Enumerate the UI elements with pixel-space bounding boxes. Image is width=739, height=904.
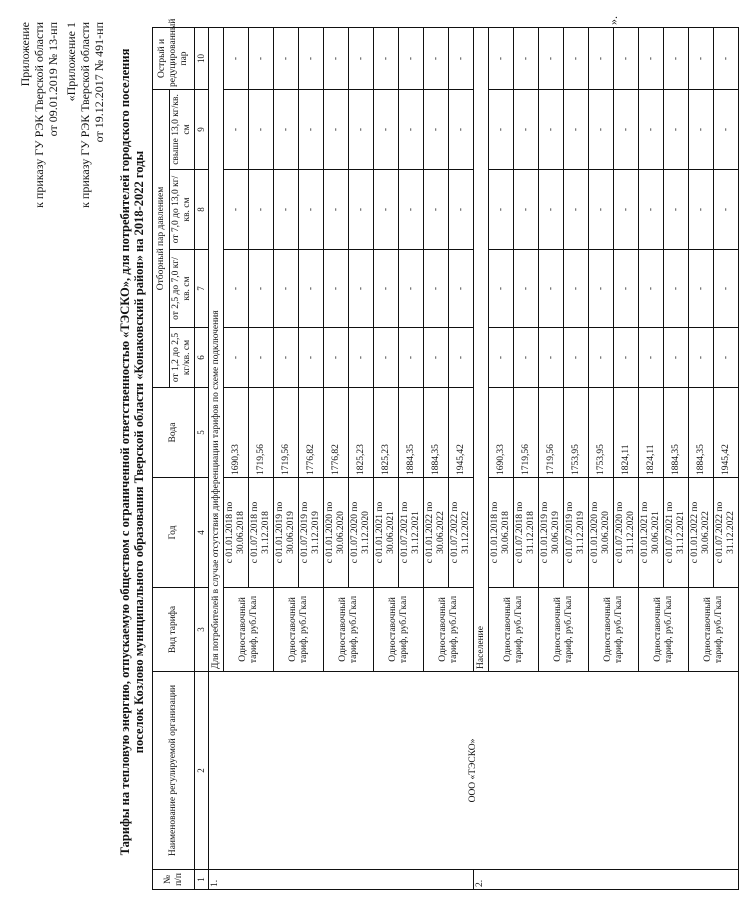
- period-cell: с 01.07.2018 по 31.12.2018: [514, 478, 539, 588]
- period-cell: с 01.07.2019 по 31.12.2019: [299, 478, 324, 588]
- empty-tariff-cell: -: [399, 89, 424, 169]
- empty-tariff-cell: -: [539, 89, 564, 169]
- empty-tariff-cell: -: [539, 170, 564, 250]
- empty-tariff-cell: -: [664, 250, 689, 328]
- water-tariff-cell: 1690,33: [224, 388, 249, 478]
- empty-tariff-cell: -: [399, 27, 424, 89]
- column-number: 5: [195, 388, 209, 478]
- header-number: № п/п: [153, 870, 195, 890]
- table-body: [209, 27, 739, 889]
- empty-tariff-cell: -: [614, 27, 639, 89]
- empty-tariff-cell: -: [274, 27, 299, 89]
- period-cell: с 01.07.2018 по 31.12.2018: [249, 478, 274, 588]
- header-steam-2: от 2,5 до 7,0 кг/кв. см: [170, 250, 195, 328]
- period-cell: с 01.07.2020 по 31.12.2020: [349, 478, 374, 588]
- empty-tariff-cell: -: [489, 328, 514, 388]
- organization-name: ООО «ТЭСКО»: [209, 672, 739, 870]
- empty-tariff-cell: -: [714, 170, 739, 250]
- empty-tariff-cell: -: [664, 27, 689, 89]
- empty-tariff-cell: -: [564, 170, 589, 250]
- appendix-label: Приложение: [18, 22, 32, 87]
- empty-tariff-cell: -: [299, 170, 324, 250]
- empty-tariff-cell: -: [424, 89, 449, 169]
- previous-order-reference: [64, 22, 106, 208]
- header-organization: Наименование регулируемой организации: [153, 672, 195, 870]
- tariff-type: Одноставочный тариф, руб./Гкал: [324, 588, 374, 672]
- empty-tariff-cell: -: [614, 328, 639, 388]
- period-cell: с 01.01.2021 по 30.06.2021: [374, 478, 399, 588]
- period-cell: с 01.07.2022 по 31.12.2022: [449, 478, 474, 588]
- empty-tariff-cell: -: [449, 170, 474, 250]
- water-tariff-cell: 1884,35: [664, 388, 689, 478]
- empty-tariff-cell: -: [349, 328, 374, 388]
- header-water: Вода: [153, 388, 195, 478]
- tariff-type: Одноставочный тариф, руб./Гкал: [589, 588, 639, 672]
- empty-tariff-cell: -: [324, 250, 349, 328]
- empty-tariff-cell: -: [714, 328, 739, 388]
- empty-tariff-cell: -: [274, 170, 299, 250]
- column-number-row: [195, 27, 209, 889]
- empty-tariff-cell: -: [349, 89, 374, 169]
- period-cell: с 01.01.2022 по 30.06.2022: [689, 478, 714, 588]
- column-number: 4: [195, 478, 209, 588]
- empty-tariff-cell: -: [299, 328, 324, 388]
- empty-tariff-cell: -: [299, 27, 324, 89]
- empty-tariff-cell: -: [489, 27, 514, 89]
- empty-tariff-cell: -: [514, 89, 539, 169]
- water-tariff-cell: 1884,35: [424, 388, 449, 478]
- empty-tariff-cell: -: [424, 170, 449, 250]
- tariff-type: Одноставочный тариф, руб./Гкал: [374, 588, 424, 672]
- empty-tariff-cell: -: [564, 250, 589, 328]
- empty-tariff-cell: -: [274, 89, 299, 169]
- empty-tariff-cell: -: [639, 170, 664, 250]
- tariff-table-wrapper: [152, 18, 739, 890]
- period-cell: с 01.01.2020 по 30.06.2020: [324, 478, 349, 588]
- document-title: [118, 40, 146, 864]
- tariff-type: Одноставочный тариф, руб./Гкал: [274, 588, 324, 672]
- empty-tariff-cell: -: [249, 27, 274, 89]
- empty-tariff-cell: -: [689, 170, 714, 250]
- period-cell: с 01.01.2018 по 30.06.2018: [224, 478, 249, 588]
- header-steam-3: от 7,0 до 13,0 кг/кв. см: [170, 170, 195, 250]
- column-number: 7: [195, 250, 209, 328]
- empty-tariff-cell: -: [514, 328, 539, 388]
- closing-quote: ».: [606, 16, 620, 25]
- water-tariff-cell: 1945,42: [714, 388, 739, 478]
- empty-tariff-cell: -: [224, 250, 249, 328]
- column-number: 1: [195, 870, 209, 890]
- water-tariff-cell: 1824,11: [614, 388, 639, 478]
- title-line-1: Тарифы на тепловую энергию, отпускаемую обществом с ограниченной ответственностью «ТЭСКО», для потребителей городского поселения: [118, 48, 132, 856]
- empty-tariff-cell: -: [224, 27, 249, 89]
- empty-tariff-cell: -: [539, 328, 564, 388]
- water-tariff-cell: 1884,35: [689, 388, 714, 478]
- empty-tariff-cell: -: [639, 27, 664, 89]
- empty-tariff-cell: -: [539, 27, 564, 89]
- empty-tariff-cell: -: [374, 89, 399, 169]
- empty-tariff-cell: -: [689, 328, 714, 388]
- period-cell: с 01.01.2019 по 30.06.2019: [274, 478, 299, 588]
- empty-tariff-cell: -: [614, 89, 639, 169]
- column-number: 9: [195, 89, 209, 169]
- empty-tariff-cell: -: [224, 89, 249, 169]
- empty-tariff-cell: -: [399, 250, 424, 328]
- water-tariff-cell: 1776,82: [299, 388, 324, 478]
- water-tariff-cell: 1719,56: [539, 388, 564, 478]
- tariff-type: Одноставочный тариф, руб./Гкал: [539, 588, 589, 672]
- empty-tariff-cell: -: [324, 27, 349, 89]
- section-number: 2.: [474, 870, 739, 890]
- prev-appendix-label: «Приложение 1: [64, 22, 78, 102]
- empty-tariff-cell: -: [589, 250, 614, 328]
- empty-tariff-cell: -: [589, 89, 614, 169]
- header-year: Год: [153, 478, 195, 588]
- period-cell: с 01.01.2022 по 30.06.2022: [424, 478, 449, 588]
- empty-tariff-cell: -: [514, 27, 539, 89]
- tariff-type: Одноставочный тариф, руб./Гкал: [689, 588, 739, 672]
- tariff-type: Одноставочный тариф, руб./Гкал: [424, 588, 474, 672]
- column-number: 6: [195, 328, 209, 388]
- empty-tariff-cell: -: [639, 328, 664, 388]
- period-cell: с 01.07.2019 по 31.12.2019: [564, 478, 589, 588]
- empty-tariff-cell: -: [249, 170, 274, 250]
- empty-tariff-cell: -: [399, 328, 424, 388]
- empty-tariff-cell: -: [324, 328, 349, 388]
- empty-tariff-cell: -: [664, 328, 689, 388]
- empty-tariff-cell: -: [299, 89, 324, 169]
- empty-tariff-cell: -: [564, 27, 589, 89]
- empty-tariff-cell: -: [514, 250, 539, 328]
- empty-tariff-cell: -: [589, 328, 614, 388]
- tariff-type: Одноставочный тариф, руб./Гкал: [639, 588, 689, 672]
- empty-tariff-cell: -: [424, 250, 449, 328]
- empty-tariff-cell: -: [589, 170, 614, 250]
- header-steam-4: свыше 13,0 кг/кв. см: [170, 89, 195, 169]
- empty-tariff-cell: -: [349, 27, 374, 89]
- empty-tariff-cell: -: [374, 250, 399, 328]
- empty-tariff-cell: -: [349, 170, 374, 250]
- period-cell: с 01.01.2021 по 30.06.2021: [639, 478, 664, 588]
- column-number: 8: [195, 170, 209, 250]
- water-tariff-cell: 1884,35: [399, 388, 424, 478]
- empty-tariff-cell: -: [299, 250, 324, 328]
- header-sharp-steam: Острый и редуцированный пар: [153, 27, 195, 89]
- empty-tariff-cell: -: [664, 170, 689, 250]
- period-cell: с 01.01.2018 по 30.06.2018: [489, 478, 514, 588]
- period-cell: с 01.07.2022 по 31.12.2022: [714, 478, 739, 588]
- empty-tariff-cell: -: [614, 170, 639, 250]
- order-line: к приказу ГУ РЭК Тверской области: [32, 22, 46, 208]
- empty-tariff-cell: -: [539, 250, 564, 328]
- empty-tariff-cell: -: [224, 170, 249, 250]
- water-tariff-cell: 1825,23: [349, 388, 374, 478]
- column-number: 2: [195, 672, 209, 870]
- water-tariff-cell: 1825,23: [374, 388, 399, 478]
- tariff-type: Одноставочный тариф, руб./Гкал: [224, 588, 274, 672]
- period-cell: с 01.07.2020 по 31.12.2020: [614, 478, 639, 588]
- prev-order-date-line: от 19.12.2017 № 491-нп: [92, 22, 106, 143]
- tariff-type: Одноставочный тариф, руб./Гкал: [489, 588, 539, 672]
- column-number: 10: [195, 27, 209, 89]
- empty-tariff-cell: -: [589, 27, 614, 89]
- empty-tariff-cell: -: [449, 27, 474, 89]
- section-row: [209, 27, 224, 889]
- empty-tariff-cell: -: [249, 328, 274, 388]
- empty-tariff-cell: -: [374, 170, 399, 250]
- empty-tariff-cell: -: [274, 250, 299, 328]
- column-number: 3: [195, 588, 209, 672]
- empty-tariff-cell: -: [449, 250, 474, 328]
- water-tariff-cell: 1945,42: [449, 388, 474, 478]
- water-tariff-cell: 1776,82: [324, 388, 349, 478]
- water-tariff-cell: 1719,56: [514, 388, 539, 478]
- header-steam-group: Отборный пар давлением: [153, 89, 170, 387]
- empty-tariff-cell: -: [224, 328, 249, 388]
- header-tariff-type: Вид тарифа: [153, 588, 195, 672]
- empty-tariff-cell: -: [514, 170, 539, 250]
- empty-tariff-cell: -: [449, 328, 474, 388]
- empty-tariff-cell: -: [714, 89, 739, 169]
- empty-tariff-cell: -: [399, 170, 424, 250]
- water-tariff-cell: 1824,11: [639, 388, 664, 478]
- period-cell: с 01.07.2021 по 31.12.2021: [664, 478, 689, 588]
- water-tariff-cell: 1690,33: [489, 388, 514, 478]
- empty-tariff-cell: -: [249, 250, 274, 328]
- water-tariff-cell: 1719,56: [274, 388, 299, 478]
- order-reference: [18, 22, 60, 208]
- empty-tariff-cell: -: [689, 89, 714, 169]
- empty-tariff-cell: -: [714, 250, 739, 328]
- empty-tariff-cell: -: [349, 250, 374, 328]
- empty-tariff-cell: -: [489, 250, 514, 328]
- water-tariff-cell: 1753,95: [589, 388, 614, 478]
- empty-tariff-cell: -: [449, 89, 474, 169]
- period-cell: с 01.01.2020 по 30.06.2020: [589, 478, 614, 588]
- table-header-row: [153, 27, 170, 889]
- empty-tariff-cell: -: [564, 89, 589, 169]
- empty-tariff-cell: -: [324, 170, 349, 250]
- empty-tariff-cell: -: [374, 328, 399, 388]
- empty-tariff-cell: -: [614, 250, 639, 328]
- header-steam-1: от 1,2 до 2,5 кг/кв. см: [170, 328, 195, 388]
- empty-tariff-cell: -: [689, 250, 714, 328]
- empty-tariff-cell: -: [664, 89, 689, 169]
- empty-tariff-cell: -: [714, 27, 739, 89]
- period-cell: с 01.01.2019 по 30.06.2019: [539, 478, 564, 588]
- empty-tariff-cell: -: [424, 328, 449, 388]
- section-label: Для потребителей в случае отсутствия дифференциации тарифов по схеме подключения: [209, 27, 224, 671]
- section-label: Население: [474, 27, 489, 671]
- empty-tariff-cell: -: [639, 89, 664, 169]
- tariff-table: [152, 18, 739, 890]
- empty-tariff-cell: -: [374, 27, 399, 89]
- empty-tariff-cell: -: [324, 89, 349, 169]
- empty-tariff-cell: -: [274, 328, 299, 388]
- order-date-line: от 09.01.2019 № 13-нп: [46, 22, 60, 137]
- empty-tariff-cell: -: [249, 89, 274, 169]
- water-tariff-cell: 1753,95: [564, 388, 589, 478]
- water-tariff-cell: 1719,56: [249, 388, 274, 478]
- empty-tariff-cell: -: [689, 27, 714, 89]
- empty-tariff-cell: -: [564, 328, 589, 388]
- empty-tariff-cell: -: [489, 89, 514, 169]
- empty-tariff-cell: -: [489, 170, 514, 250]
- empty-tariff-cell: -: [639, 250, 664, 328]
- section-number: 1.: [209, 870, 474, 890]
- title-line-2: поселок Козлово муниципального образования Тверской области «Конаковский район» на 2018-2022 годы: [132, 150, 146, 754]
- period-cell: с 01.07.2021 по 31.12.2021: [399, 478, 424, 588]
- empty-tariff-cell: -: [424, 27, 449, 89]
- prev-order-line: к приказу ГУ РЭК Тверской области: [78, 22, 92, 208]
